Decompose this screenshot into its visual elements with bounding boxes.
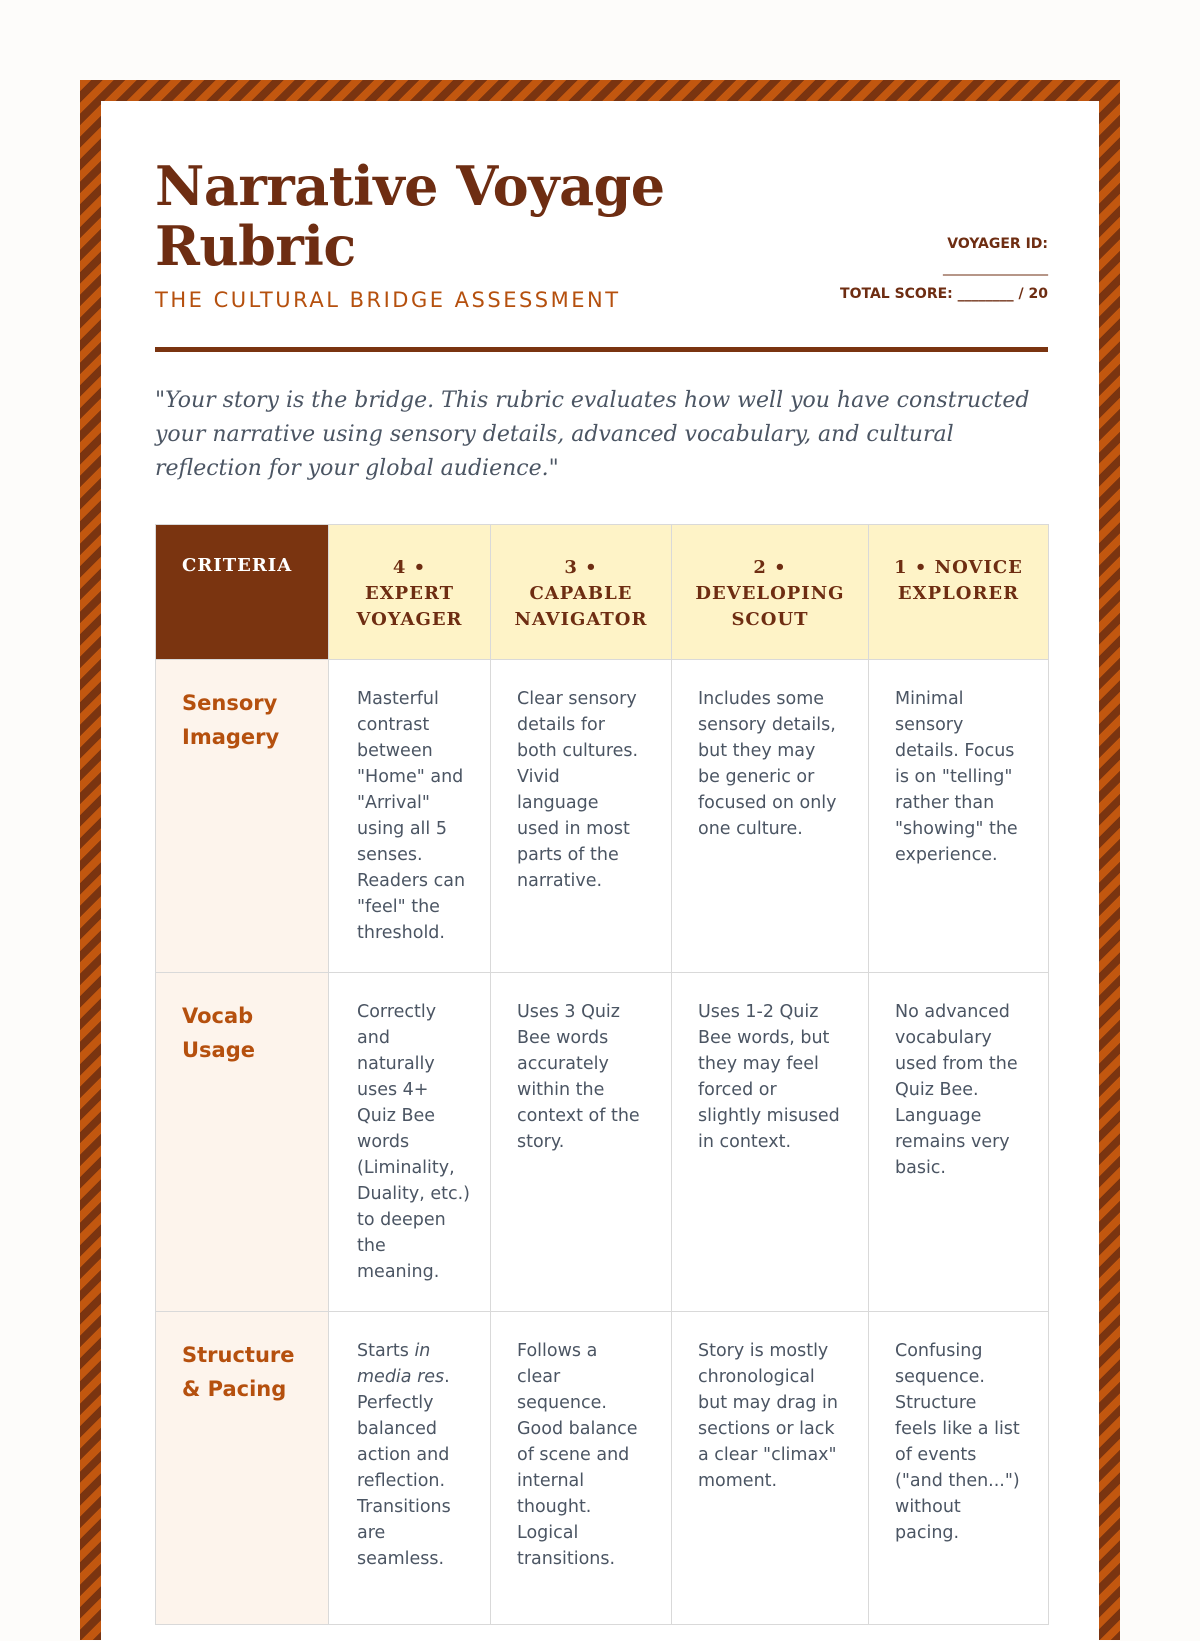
table-row: [156, 660, 1049, 973]
table-header-row: [156, 525, 1049, 660]
cell-text: . Perfectly balanced action and reflection. Transitions are seamless.: [357, 1367, 451, 1569]
rubric-table: [155, 524, 1049, 1625]
total-score-label: TOTAL SCORE: ________ / 20: [840, 286, 1048, 302]
rubric-page: [101, 101, 1099, 1641]
cell-novice: No advanced vocabulary used from the Quiz Bee. Language remains very basic.: [869, 973, 1049, 1312]
criterion-vocab-usage: Vocab Usage: [156, 973, 329, 1312]
level-header-3: [491, 525, 672, 660]
criterion-sensory-imagery: Sensory Imagery: [156, 660, 329, 973]
level-name: DEVELOPING SCOUT: [695, 583, 845, 630]
cell-text-italic: in media res: [357, 1341, 445, 1387]
criteria-header: CRITERIA: [156, 525, 329, 660]
level-header-1: [869, 525, 1049, 660]
cell-capable: Clear sensory details for both cultures. Vivid language used in most parts of the narrative.: [491, 660, 672, 973]
cell-expert: Correctly and naturally uses 4+ Quiz Bee words (Liminality, Duality, etc.) to deepen the meaning.: [329, 973, 491, 1312]
cell-expert: [329, 1312, 491, 1625]
level-name: CAPABLE NAVIGATOR: [514, 583, 648, 630]
score-box: [840, 236, 1048, 302]
cell-developing: Story is mostly chronological but may drag in sections or lack a clear "climax" moment.: [672, 1312, 869, 1625]
level-name: NOVICE EXPLORER: [897, 557, 1023, 604]
level-header-4: [329, 525, 491, 660]
page-title: Narrative Voyage Rubric: [155, 154, 665, 278]
voyager-id-label: VOYAGER ID:: [947, 236, 1048, 252]
cell-text: Starts: [357, 1341, 415, 1361]
cell-developing: Uses 1-2 Quiz Bee words, but they may feel forced or slightly misused in context.: [672, 973, 869, 1312]
cell-expert: Masterful contrast between "Home" and "Arrival" using all 5 senses. Readers can "feel" the threshold.: [329, 660, 491, 973]
page-subtitle: THE CULTURAL BRIDGE ASSESSMENT: [155, 288, 621, 312]
level-name: EXPERT VOYAGER: [356, 583, 463, 630]
cell-capable: Follows a clear sequence. Good balance of scene and internal thought. Logical transitions.: [491, 1312, 672, 1625]
level-score: 2 •: [753, 557, 787, 578]
header: [155, 154, 1048, 312]
voyager-id-blank: _______________: [943, 260, 1048, 276]
level-header-2: [672, 525, 869, 660]
level-score: 1 •: [894, 557, 928, 578]
level-score: 4 •: [392, 557, 427, 578]
cell-novice: Minimal sensory details. Focus is on "telling" rather than "showing" the experience.: [869, 660, 1049, 973]
cell-developing: Includes some sensory details, but they may be generic or focused on only one culture.: [672, 660, 869, 973]
criterion-structure-pacing: Structure & Pacing: [156, 1312, 329, 1625]
intro-quote: "Your story is the bridge. This rubric evaluates how well you have constructed your narrative using sensory details, advanced vocabulary, and cultural reflection for your global audience.": [155, 388, 1030, 481]
table-row: [156, 973, 1049, 1312]
level-score: 3 •: [564, 557, 598, 578]
table-row: [156, 1312, 1049, 1625]
cell-capable: Uses 3 Quiz Bee words accurately within the context of the story.: [491, 973, 672, 1312]
header-divider: [155, 347, 1048, 352]
cell-novice: Confusing sequence. Structure feels like a list of events ("and then...") without pacing.: [869, 1312, 1049, 1625]
